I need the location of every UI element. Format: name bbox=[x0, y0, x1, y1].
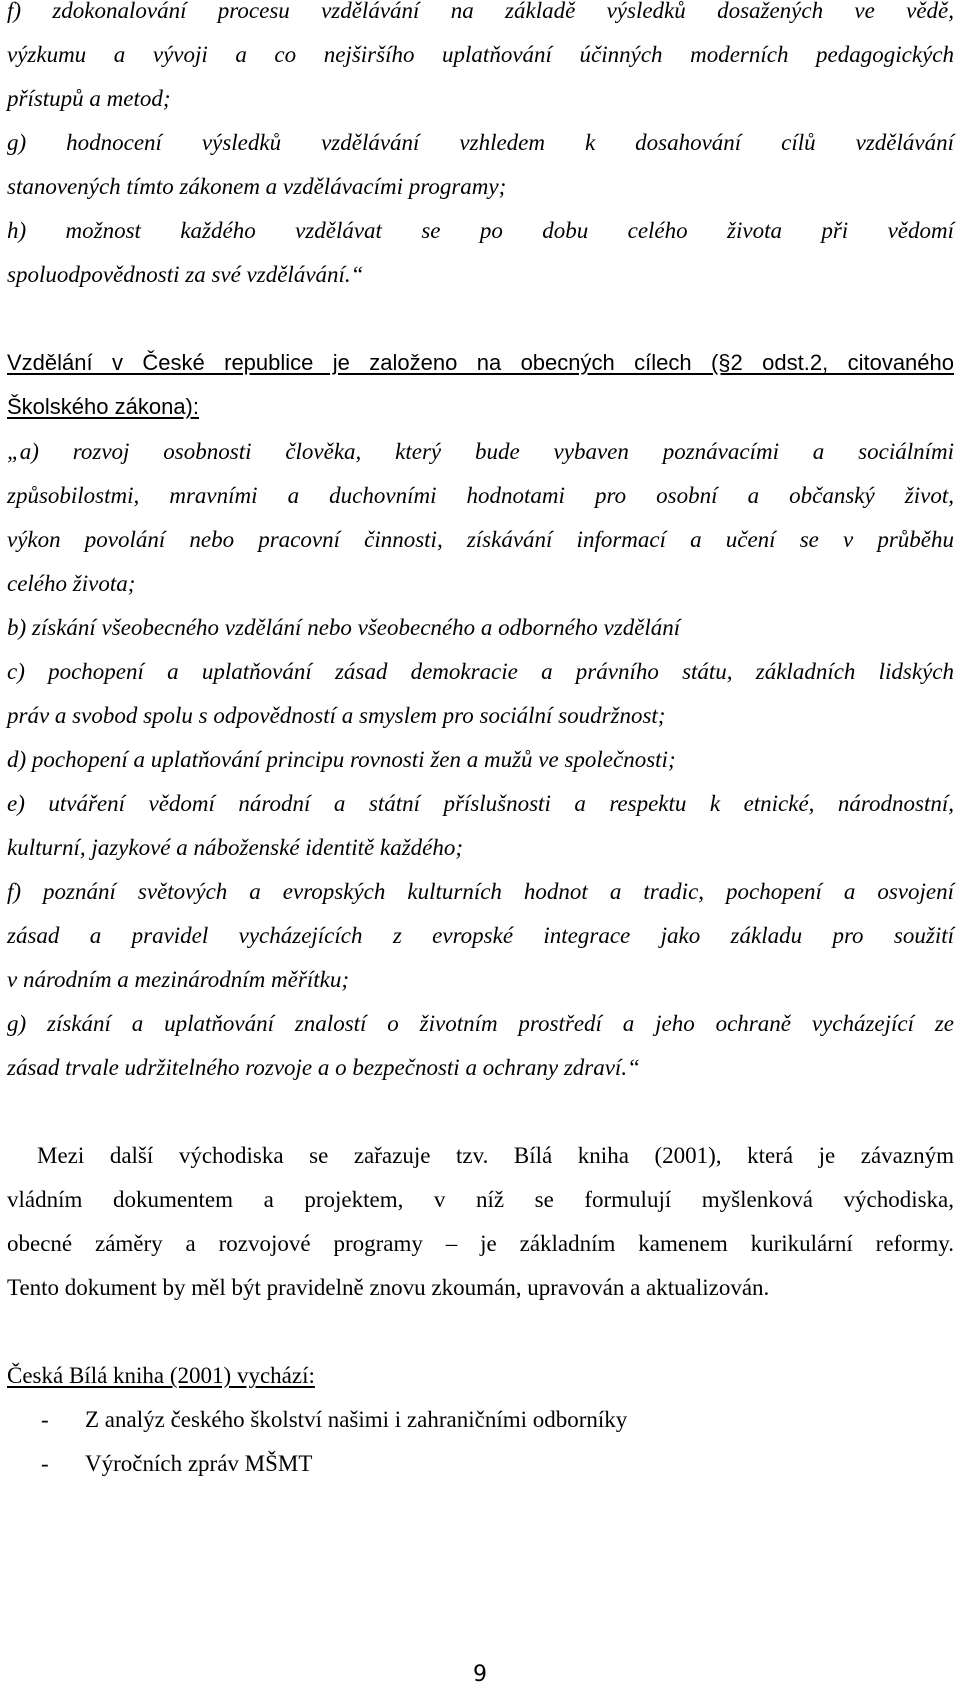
goal-line: „a) rozvoj osobnosti člověka, který bude vybaven poznávacími a sociálními bbox=[7, 439, 954, 464]
paragraph-line: vládním dokumentem a projektem, v níž se formulují myšlenková východiska, bbox=[7, 1187, 954, 1212]
goal-line: c) pochopení a uplatňování zásad demokracie a právního státu, základních lidských bbox=[7, 659, 954, 684]
quote-line: f) zdokonalování procesu vzdělávání na základě výsledků dosažených ve vědě, bbox=[7, 0, 954, 23]
quote-line: g) hodnocení výsledků vzdělávání vzhledem k dosahování cílů vzdělávání bbox=[7, 130, 954, 155]
goal-line: způsobilostmi, mravními a duchovními hodnotami pro osobní a občanský život, bbox=[7, 483, 954, 508]
quote-line: spoluodpovědnosti za své vzdělávání.“ bbox=[7, 262, 364, 287]
list-item bbox=[7, 1405, 954, 1435]
paragraph-line: obecné záměry a rozvojové programy – je základním kamenem kurikulární reformy. bbox=[7, 1231, 954, 1256]
goal-line: v národním a mezinárodním měřítku; bbox=[7, 967, 349, 992]
quote-line: přístupů a metod; bbox=[7, 86, 171, 111]
page-number: 9 bbox=[473, 1662, 487, 1687]
paragraph-line: Mezi další východiska se zařazuje tzv. Bílá kniha (2001), která je závazným bbox=[37, 1143, 954, 1168]
list-item-text: Výročních zpráv MŠMT bbox=[85, 1451, 313, 1476]
quote-line: h) možnost každého vzdělávat se po dobu celého života při vědomí bbox=[7, 218, 954, 243]
goal-line: zásad a pravidel vycházejících z evropské integrace jako základu pro soužití bbox=[7, 923, 954, 948]
quote-line: výzkumu a vývoji a co nejširšího uplatňování účinných moderních pedagogických bbox=[7, 42, 954, 67]
goal-line: d) pochopení a uplatňování principu rovnosti žen a mužů ve společnosti; bbox=[7, 747, 676, 772]
goal-line: zásad trvale udržitelného rozvoje a o bezpečnosti a ochrany zdraví.“ bbox=[7, 1055, 640, 1080]
goal-line: výkon povolání nebo pracovní činnosti, získávání informací a učení se v průběhu bbox=[7, 527, 954, 552]
goal-line: f) poznání světových a evropských kulturních hodnot a tradic, pochopení a osvojení bbox=[7, 879, 954, 904]
goal-line: práv a svobod spolu s odpovědností a smyslem pro sociální soudržnost; bbox=[7, 703, 666, 728]
intro-line: Školského zákona): bbox=[7, 394, 199, 419]
dash-bullet: - bbox=[41, 1451, 49, 1476]
goal-line: kulturní, jazykové a náboženské identitě každého; bbox=[7, 835, 464, 860]
goal-line: e) utváření vědomí národní a státní příslušnosti a respektu k etnické, národnostní, bbox=[7, 791, 954, 816]
list-item bbox=[7, 1449, 954, 1479]
paragraph-line: Tento dokument by měl být pravidelně znovu zkoumán, upravován a aktualizován. bbox=[7, 1275, 770, 1300]
list-item-text: Z analýz českého školství našimi i zahraničními odborníky bbox=[85, 1407, 628, 1432]
list-heading-text: Česká Bílá kniha (2001) vychází: bbox=[7, 1363, 315, 1388]
goal-line: b) získání všeobecného vzdělání nebo všeobecného a odborného vzdělání bbox=[7, 615, 681, 640]
dash-bullet: - bbox=[41, 1407, 49, 1432]
list-heading bbox=[7, 1361, 954, 1391]
intro-line: Vzdělání v České republice je založeno na obecných cílech (§2 odst.2, citovaného bbox=[7, 350, 954, 375]
goal-line: celého života; bbox=[7, 571, 136, 596]
quote-line: stanovených tímto zákonem a vzdělávacími programy; bbox=[7, 174, 507, 199]
goal-line: g) získání a uplatňování znalostí o životním prostředí a jeho ochraně vycházející ze bbox=[7, 1011, 954, 1036]
